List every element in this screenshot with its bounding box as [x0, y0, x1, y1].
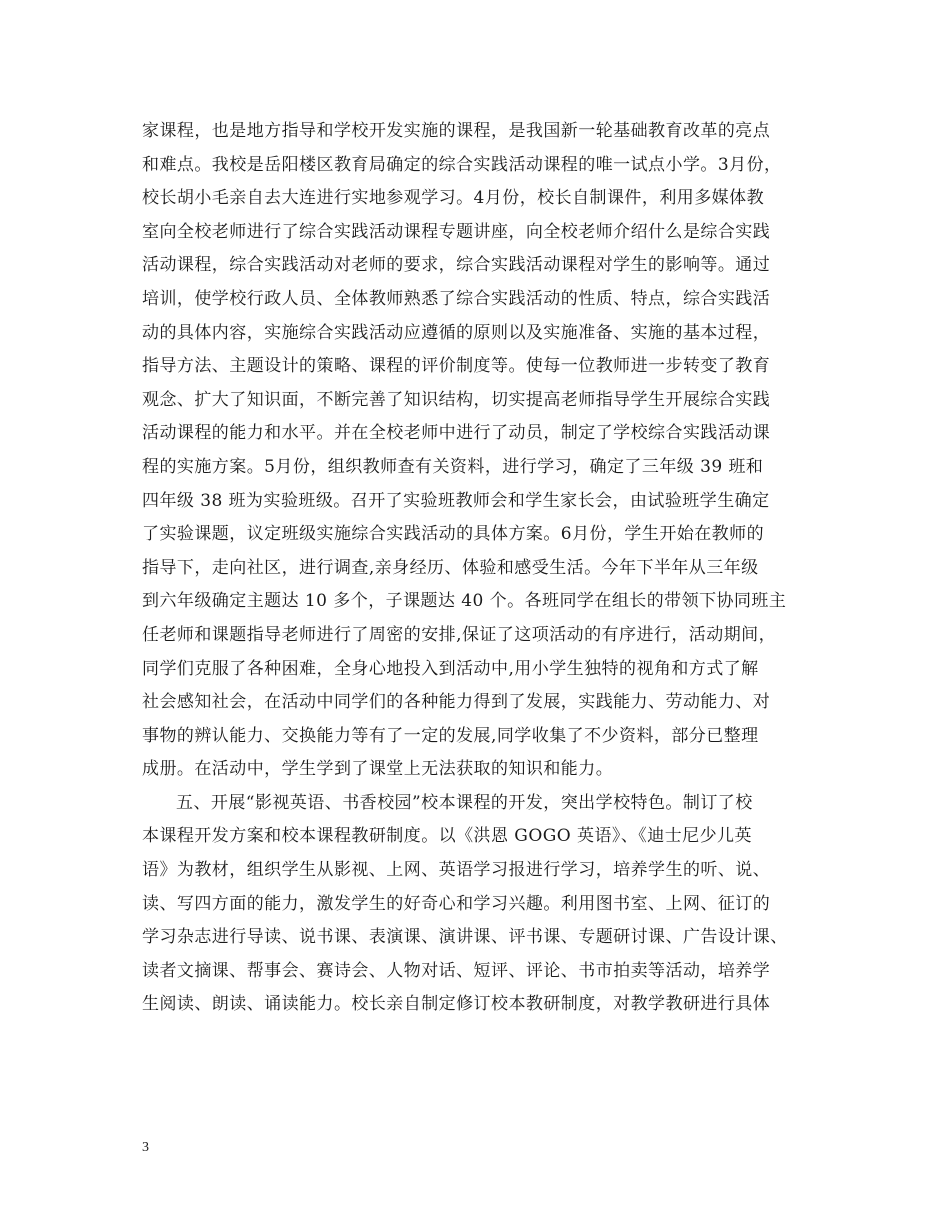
text-line: 了实验课题，议定班级实施综合实践活动的具体方案。6月份，学生开始在教师的	[142, 524, 765, 545]
text-line: 任老师和课题指导老师进行了周密的安排,保证了这项活动的有序进行，活动期间，	[142, 624, 777, 645]
text-line: 活动课程，综合实践活动对老师的要求，综合实践活动课程对学生的影响等。通过	[142, 255, 771, 276]
text-line: 语》为教材，组织学生从影视、上网、英语学习报进行学习，培养学生的听、说、	[142, 860, 771, 881]
text-line: 指导方法、主题设计的策略、课程的评价制度等。使每一位教师进一步转变了教育	[142, 356, 771, 377]
text-line: 观念、扩大了知识面，不断完善了知识结构，切实提高老师指导学生开展综合实践	[142, 389, 771, 410]
page-number: 3	[142, 1140, 149, 1155]
text-line: 家课程，也是地方指导和学校开发实施的课程，是我国新一轮基础教育改革的亮点	[142, 121, 771, 141]
text-line: 程的实施方案。5月份，组织教师查有关资料，进行学习，确定了三年级 39 班和	[142, 456, 764, 477]
text-line: 事物的辨认能力、交换能力等有了一定的发展,同学收集了不少资料，部分已整理	[142, 725, 759, 746]
text-line: 本课程开发方案和校本课程教研制度。以《洪恩 GOGO 英语》、《迪士尼少儿英	[142, 826, 752, 847]
text-line: 指导下，走向社区，进行调查,亲身经历、体验和感受生活。今年下半年从三年级	[142, 557, 759, 578]
text-line: 成册。在活动中，学生学到了课堂上无法获取的知识和能力。	[142, 759, 614, 780]
text-line: 校长胡小毛亲自去大连进行实地参观学习。4月份，校长自制课件，利用多媒体教	[142, 188, 765, 209]
text-line: 生阅读、朗读、诵读能力。校长亲自制定修订校本教研制度，对教学教研进行具体	[142, 994, 771, 1015]
text-line: 同学们克服了各种困难，全身心地投入到活动中,用小学生独特的视角和方式了解	[142, 658, 759, 679]
text-line: 和难点。我校是岳阳楼区教育局确定的综合实践活动课程的唯一试点小学。3月份，	[142, 154, 782, 175]
text-line: 动的具体内容，实施综合实践活动应遵循的原则以及实施准备、实施的基本过程，	[142, 322, 771, 343]
text-line: 学习杂志进行导读、说书课、表演课、演讲课、评书课、专题研讨课、广告设计课、	[142, 927, 788, 948]
text-line: 到六年级确定主题达 10 多个，子课题达 40 个。各班同学在组长的带领下协同班主	[142, 591, 787, 612]
text-line: 室向全校老师进行了综合实践活动课程专题讲座，向全校老师介绍什么是综合实践	[142, 221, 771, 242]
text-line: 读、写四方面的能力，激发学生的好奇心和学习兴趣。利用图书室、上网、征订的	[142, 893, 771, 914]
text-line: 读者文摘课、帮事会、赛诗会、人物对话、短评、评论、书市拍卖等活动，培养学	[142, 960, 771, 981]
text-line: 活动课程的能力和水平。并在全校老师中进行了动员，制定了学校综合实践活动课	[142, 423, 771, 444]
text-line: 四年级 38 班为实验班级。召开了实验班教师会和学生家长会，由试验班学生确定	[142, 490, 770, 511]
text-line: 培训，使学校行政人员、全体教师熟悉了综合实践活动的性质、特点，综合实践活	[142, 288, 771, 309]
body-text	[142, 115, 822, 1022]
text-line: 社会感知社会，在活动中同学们的各种能力得到了发展，实践能力、劳动能力、对	[142, 692, 771, 713]
text-line: 五、开展“影视英语、书香校园”校本课程的开发，突出学校特色。制订了校	[176, 792, 753, 813]
